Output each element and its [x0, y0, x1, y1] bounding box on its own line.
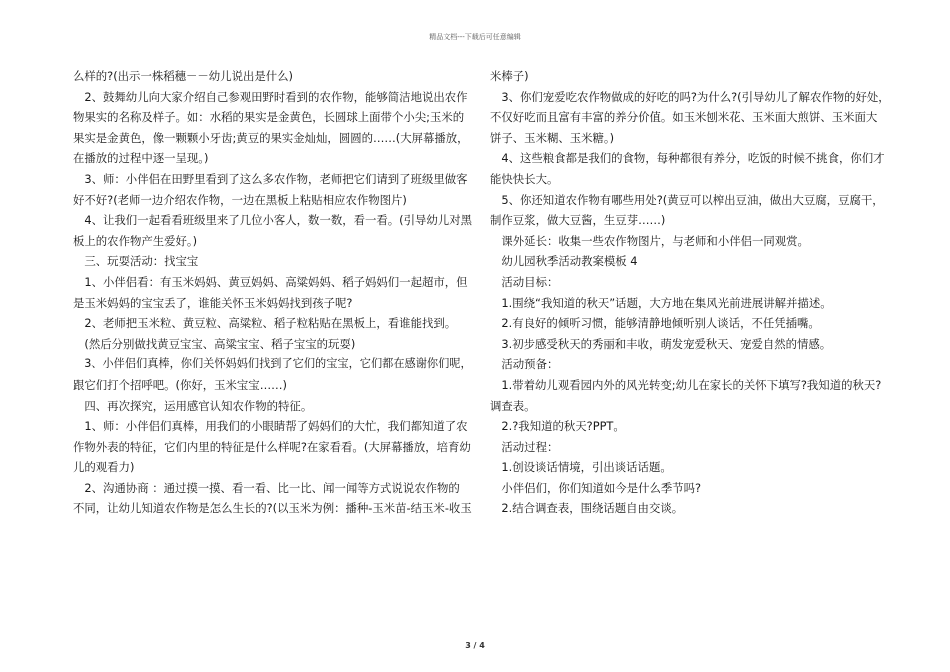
text-line: 在播放的过程中逐一呈现。)	[73, 151, 209, 166]
text-line: 调查表。	[490, 398, 536, 413]
text-line: 4、这些粮食都是我们的食物，每种都很有养分，吃饭的时候不挑食，你们才	[490, 151, 885, 166]
text-line: (然后分别做找黄豆宝宝、高粱宝宝、稻子宝宝的玩耍)	[73, 336, 356, 351]
text-line: 儿的观看力)	[73, 460, 135, 475]
text-line: 作物外表的特征，它们内里的特征是什么样呢?在家看看。(大屏幕播放，培育幼	[73, 439, 471, 454]
section-heading: 幼儿园秋季活动教案模板 4	[490, 254, 638, 269]
text-line: 3、小伴侣们真棒，你们关怀妈妈们找到了它们的宝宝，它们都在感谢你们呢，	[73, 357, 472, 371]
text-line: 饼子、玉米糊、玉米糖。)	[490, 130, 615, 145]
text-line: 1、小伴侣看：有玉米妈妈、黄豆妈妈、高粱妈妈、稻子妈妈们一起超市，但	[73, 274, 468, 289]
left-column	[73, 66, 473, 519]
text-line: 米棒子)	[490, 69, 529, 83]
text-line: 制作豆浆，做大豆酱，生豆芽……)	[490, 213, 666, 228]
page-header: 精品文档---下载后可任意编辑	[429, 33, 521, 41]
text-line: 课外延长：收集一些农作物图片，与老师和小伴侣一同观赏。	[490, 233, 809, 248]
text-line: 3、师：小伴侣在田野里看到了这么多农作物，老师把它们请到了班级里做客	[73, 171, 468, 186]
text-line: 2、鼓舞幼儿向大家介绍自己参观田野时看到的农作物，能够简洁地说出农作	[73, 89, 468, 104]
text-line: 2、沟通协商 ：通过摸一摸、看一看、比一比、闻一闻等方式说说农作物的	[73, 480, 460, 495]
section-heading: 活动过程：	[490, 439, 559, 454]
text-line: 物果实的名称及样子。如：水稻的果实是金黄色，长圆球上面带个小尖;玉米的	[73, 110, 465, 125]
section-heading: 活动目标：	[490, 274, 559, 289]
page-number: 3 / 4	[465, 641, 485, 650]
text-line: 1.围绕“我知道的秋天”话题，大方地在集风光前进展讲解并描述。	[490, 295, 832, 310]
text-line: 能快快长大。	[490, 171, 559, 186]
text-line: 2.结合调查表，围绕话题自由交谈。	[490, 501, 684, 516]
text-line: 4、让我们一起看看班级里来了几位小客人，数一数，看一看。(引导幼儿对黑	[73, 213, 472, 228]
text-line: 3.初步感受秋天的秀丽和丰收，萌发宠爱秋天、宠爱自然的情感。	[490, 336, 832, 351]
text-line: 么样的?(出示一株稻穗－－幼儿说出是什么)	[73, 69, 293, 83]
text-line: 1.创设谈话情境，引出谈话话题。	[490, 460, 672, 475]
text-line: 跟它们打个招呼吧。(你好，玉米宝宝……)	[73, 377, 287, 392]
text-line: 3、你们宠爱吃农作物做成的好吃的吗?为什么?(引导幼儿了解农作物的好处，	[490, 89, 890, 104]
right-column	[490, 66, 890, 519]
section-heading: 四、再次探究，运用感官认知农作物的特征。	[73, 398, 313, 413]
text-line: 1.带着幼儿观看园内外的风光转变;幼儿在家长的关怀下填写?我知道的秋天?	[490, 377, 882, 392]
text-line: 小伴侣们，你们知道如今是什么季节吗?	[490, 480, 702, 495]
text-line: 1、师：小伴侣们真棒，用我们的小眼睛帮了妈妈们的大忙，我们都知道了农	[73, 419, 468, 434]
section-heading: 三、玩耍活动：找宝宝	[73, 254, 199, 269]
text-line: 2.?我知道的秋天?PPT。	[490, 419, 625, 434]
text-line: 果实是金黄色，像一颗颗小牙齿;黄豆的果实金灿灿，圆圆的……(大屏幕播放，	[73, 130, 469, 145]
text-line: 5、你还知道农作物有哪些用处?(黄豆可以榨出豆油，做出大豆腐，豆腐干，	[490, 192, 884, 207]
text-line: 板上的农作物产生爱好。)	[73, 233, 198, 248]
text-line: 不同，让幼儿知道农作物是怎么生长的?(以玉米为例：播种-玉米苗-结玉米-收玉	[73, 501, 472, 516]
text-line: 好不好?(老师一边介绍农作物，一边在黑板上粘贴相应农作物图片)	[73, 192, 407, 207]
section-heading: 活动预备：	[490, 357, 559, 372]
text-line: 2、老师把玉米粒、黄豆粒、高粱粒、稻子粒粘贴在黑板上，看谁能找到。	[73, 316, 457, 331]
text-line: 是玉米妈妈的宝宝丢了，谁能关怀玉米妈妈找到孩子呢?	[73, 295, 353, 310]
text-line: 2.有良好的倾听习惯，能够清静地倾听别人谈话，不任凭插嘴。	[490, 316, 820, 331]
text-line: 不仅好吃而且富有丰富的养分价值。如玉米刨米花、玉米面大煎饼、玉米面大	[490, 110, 878, 125]
